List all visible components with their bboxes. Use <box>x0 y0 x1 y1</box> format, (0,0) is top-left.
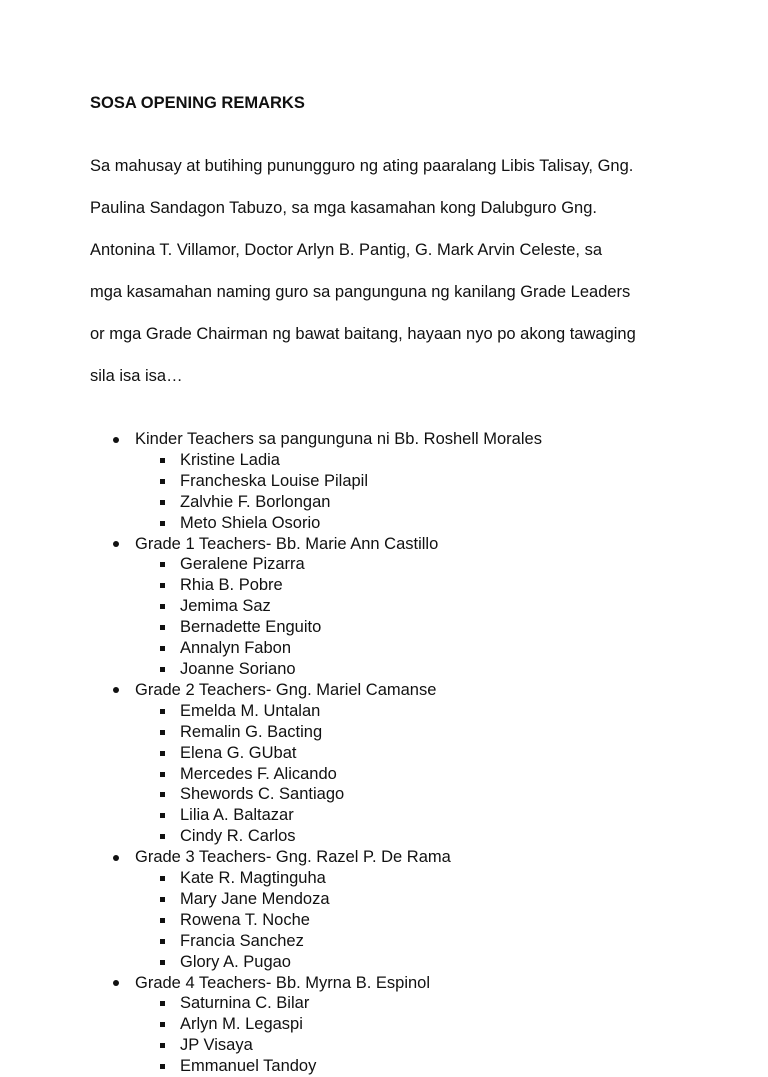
square-bullet-icon <box>160 897 165 902</box>
teacher-group-list <box>90 429 690 1077</box>
member-name: Remalin G. Bacting <box>180 722 323 741</box>
square-bullet-icon <box>160 1043 165 1048</box>
member-item <box>135 554 690 575</box>
square-bullet-icon <box>160 751 165 756</box>
member-item <box>135 743 690 764</box>
group-heading: Grade 1 Teachers- Bb. Marie Ann Castillo <box>135 534 439 553</box>
document-title: SOSA OPENING REMARKS <box>90 94 305 112</box>
member-item <box>135 889 690 910</box>
square-bullet-icon <box>160 792 165 797</box>
bullet-icon <box>113 980 119 986</box>
member-item <box>135 450 690 471</box>
member-name: Francia Sanchez <box>180 931 304 950</box>
member-list <box>135 450 690 534</box>
group-heading: Grade 2 Teachers- Gng. Mariel Camanse <box>135 680 437 699</box>
member-item <box>135 868 690 889</box>
square-bullet-icon <box>160 918 165 923</box>
square-bullet-icon <box>160 500 165 505</box>
square-bullet-icon <box>160 1022 165 1027</box>
intro-paragraph <box>90 135 690 408</box>
member-item <box>135 701 690 722</box>
bullet-icon <box>113 541 119 547</box>
member-item <box>135 952 690 973</box>
bullet-icon <box>113 855 119 861</box>
square-bullet-icon <box>160 604 165 609</box>
member-name: Annalyn Fabon <box>180 639 291 658</box>
square-bullet-icon <box>160 876 165 881</box>
member-name: Lilia A. Baltazar <box>180 806 294 825</box>
group-heading: Grade 3 Teachers- Gng. Razel P. De Rama <box>135 848 451 867</box>
member-item <box>135 826 690 847</box>
intro-line: Sa mahusay at butihing punungguro ng ating paaralang Libis Talisay, Gng. <box>90 157 634 175</box>
intro-line: sila isa isa… <box>90 367 183 385</box>
member-list <box>135 701 690 847</box>
square-bullet-icon <box>160 646 165 651</box>
intro-line: Antonina T. Villamor, Doctor Arlyn B. Pantig, G. Mark Arvin Celeste, sa <box>90 241 603 259</box>
square-bullet-icon <box>160 667 165 672</box>
member-item <box>135 764 690 785</box>
member-list <box>135 554 690 679</box>
square-bullet-icon <box>160 730 165 735</box>
member-item <box>135 1035 690 1056</box>
member-item <box>135 659 690 680</box>
square-bullet-icon <box>160 772 165 777</box>
intro-line: Paulina Sandagon Tabuzo, sa mga kasamahan kong Dalubguro Gng. <box>90 199 597 217</box>
teacher-group <box>90 534 690 680</box>
member-item <box>135 575 690 596</box>
member-name: Emelda M. Untalan <box>180 701 321 720</box>
member-item <box>135 784 690 805</box>
member-item <box>135 513 690 534</box>
member-item <box>135 617 690 638</box>
square-bullet-icon <box>160 625 165 630</box>
member-name: Mary Jane Mendoza <box>180 889 330 908</box>
member-list <box>135 993 690 1077</box>
teacher-group <box>90 429 690 534</box>
member-name: Bernadette Enguito <box>180 618 322 637</box>
square-bullet-icon <box>160 458 165 463</box>
bullet-icon <box>113 687 119 693</box>
member-name: Cindy R. Carlos <box>180 827 296 846</box>
group-heading: Kinder Teachers sa pangunguna ni Bb. Roshell Morales <box>135 430 542 448</box>
square-bullet-icon <box>160 813 165 818</box>
square-bullet-icon <box>160 521 165 526</box>
teacher-group <box>90 847 690 972</box>
member-name: Elena G. GUbat <box>180 743 297 762</box>
square-bullet-icon <box>160 834 165 839</box>
group-heading: Grade 4 Teachers- Bb. Myrna B. Espinol <box>135 973 431 992</box>
member-name: Arlyn M. Legaspi <box>180 1015 303 1034</box>
member-name: JP Visaya <box>180 1036 253 1055</box>
member-item <box>135 492 690 513</box>
teacher-group <box>90 680 690 847</box>
member-name: Francheska Louise Pilapil <box>180 471 369 490</box>
member-item <box>135 722 690 743</box>
member-item <box>135 910 690 931</box>
square-bullet-icon <box>160 562 165 567</box>
member-name: Emmanuel Tandoy <box>180 1057 317 1076</box>
square-bullet-icon <box>160 583 165 588</box>
member-item <box>135 638 690 659</box>
member-item <box>135 931 690 952</box>
teacher-group <box>90 973 690 1077</box>
square-bullet-icon <box>160 1064 165 1069</box>
member-name: Meto Shiela Osorio <box>180 513 321 532</box>
member-name: Rowena T. Noche <box>180 910 310 929</box>
member-name: Rhia B. Pobre <box>180 576 283 595</box>
member-name: Joanne Soriano <box>180 659 296 678</box>
member-name: Mercedes F. Alicando <box>180 764 337 783</box>
square-bullet-icon <box>160 1001 165 1006</box>
square-bullet-icon <box>160 709 165 714</box>
member-name: Geralene Pizarra <box>180 555 305 574</box>
member-item <box>135 1014 690 1035</box>
member-name: Kristine Ladia <box>180 450 280 469</box>
member-item <box>135 805 690 826</box>
intro-line: or mga Grade Chairman ng bawat baitang, hayaan nyo po akong tawaging <box>90 325 636 343</box>
member-item <box>135 993 690 1014</box>
member-item <box>135 1056 690 1077</box>
member-name: Shewords C. Santiago <box>180 785 345 804</box>
member-name: Glory A. Pugao <box>180 952 291 971</box>
member-name: Zalvhie F. Borlongan <box>180 492 331 511</box>
member-name: Kate R. Magtinguha <box>180 869 326 888</box>
member-name: Saturnina C. Bilar <box>180 994 310 1013</box>
square-bullet-icon <box>160 939 165 944</box>
member-item <box>135 471 690 492</box>
square-bullet-icon <box>160 960 165 965</box>
document-page <box>90 93 690 1077</box>
intro-line: mga kasamahan naming guro sa pangunguna ng kanilang Grade Leaders <box>90 283 631 301</box>
member-item <box>135 596 690 617</box>
member-list <box>135 868 690 973</box>
bullet-icon <box>113 437 119 443</box>
square-bullet-icon <box>160 479 165 484</box>
member-name: Jemima Saz <box>180 597 271 616</box>
